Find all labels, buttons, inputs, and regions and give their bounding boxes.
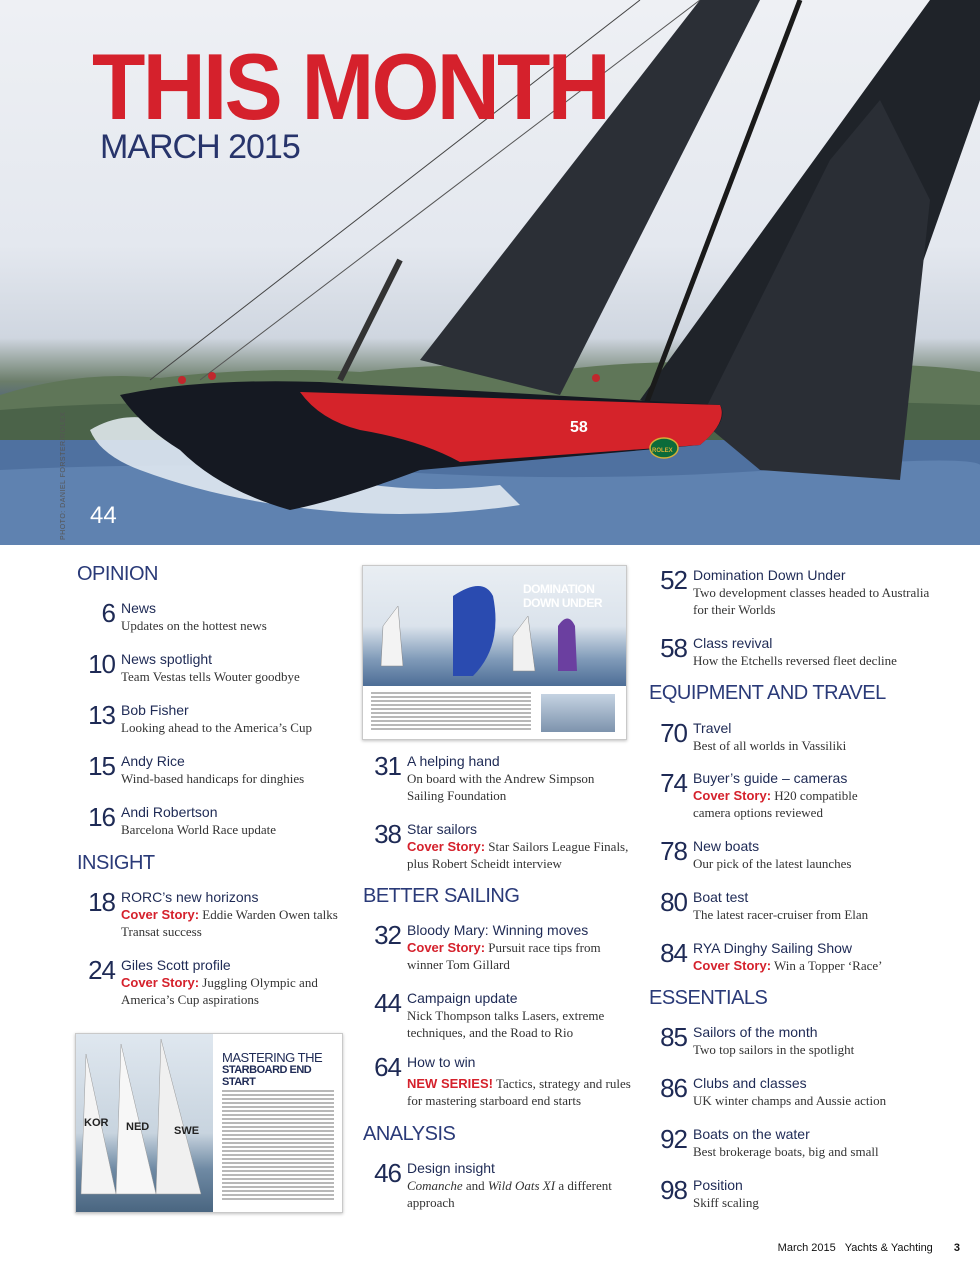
- hero-page-ref[interactable]: 44: [90, 502, 117, 529]
- toc-entry[interactable]: [88, 887, 341, 940]
- toc-entry[interactable]: [660, 565, 933, 618]
- entry-title: Sailors of the month: [693, 1024, 818, 1040]
- entry-title: Domination Down Under: [693, 567, 846, 583]
- cover-story-label: Cover Story:: [121, 975, 200, 990]
- entry-page: 70: [660, 718, 687, 748]
- toc-entry[interactable]: [660, 1022, 933, 1058]
- entry-desc: Star Sailors League Finals, plus Robert Scheidt interview: [407, 839, 629, 871]
- entry-page: 18: [88, 887, 115, 917]
- entry-desc: How the Etchells reversed fleet decline: [693, 653, 897, 668]
- sail-code-3: SWE: [174, 1125, 200, 1137]
- entry-desc: Skiff scaling: [693, 1195, 759, 1210]
- entry-desc-part: a different approach: [407, 1178, 612, 1210]
- entry-desc: Updates on the hottest news: [121, 618, 267, 633]
- entry-desc: Wind-based handicaps for dinghies: [121, 771, 305, 786]
- toc-entry[interactable]: [660, 1073, 933, 1109]
- entry-desc: H20 compatible camera options reviewed: [693, 788, 858, 820]
- section-insight: INSIGHT: [77, 852, 155, 874]
- entry-page: 78: [660, 836, 687, 866]
- entry-page: 52: [660, 565, 687, 595]
- entry-page: 58: [660, 633, 687, 663]
- toc-entry[interactable]: [660, 768, 893, 821]
- thumbnail-mastering-spread[interactable]: [75, 1033, 343, 1213]
- footer-magazine: Yachts & Yachting: [844, 1242, 933, 1254]
- entry-title: How to win: [407, 1054, 476, 1070]
- toc-entry[interactable]: [660, 887, 933, 923]
- entry-desc: Tactics, strategy and rules for mastering starboard end starts: [407, 1076, 631, 1108]
- entry-title: Star sailors: [407, 821, 478, 837]
- entry-title: Andi Robertson: [121, 804, 218, 820]
- boat-name-1: Comanche: [407, 1178, 463, 1193]
- entry-desc: Eddie Warden Owen talks Transat success: [121, 907, 338, 939]
- cover-story-label: Cover Story:: [693, 788, 772, 803]
- sail-code-1: KOR: [84, 1117, 109, 1129]
- thumb-text-lines: [222, 1090, 334, 1202]
- entry-desc: Pursuit race tips from winner Tom Gillard: [407, 940, 601, 972]
- toc-entry[interactable]: [660, 718, 933, 754]
- entry-page: 31: [374, 751, 401, 781]
- entry-page: 98: [660, 1175, 687, 1205]
- entry-desc: Our pick of the latest launches: [693, 856, 852, 871]
- sail-code-2: NED: [126, 1121, 150, 1133]
- entry-title: Buyer’s guide – cameras: [693, 770, 848, 786]
- entry-page: 15: [88, 751, 115, 781]
- thumb-inset-photo: [541, 694, 615, 732]
- entry-page: 24: [88, 955, 115, 985]
- entry-desc: Win a Topper ‘Race’: [774, 958, 883, 973]
- entry-title: Travel: [693, 720, 732, 736]
- entry-title: Bob Fisher: [121, 702, 189, 718]
- toc-entry[interactable]: [660, 1175, 933, 1211]
- new-series-label: NEW SERIES!: [407, 1076, 493, 1091]
- section-better-sailing: BETTER SAILING: [363, 885, 520, 907]
- entry-page: 13: [88, 700, 115, 730]
- photo-credit: PHOTO: DANIEL FORSTER/ROLEX: [60, 411, 67, 540]
- entry-title: News: [121, 600, 157, 616]
- entry-title: News spotlight: [121, 651, 213, 667]
- entry-page: 85: [660, 1022, 687, 1052]
- entry-page: 44: [374, 988, 401, 1018]
- toc-entry[interactable]: [101, 598, 381, 634]
- toc-entry[interactable]: [374, 1158, 632, 1211]
- toc-entry[interactable]: [88, 751, 381, 787]
- thumb-headline-2: DOWN UNDER: [523, 596, 602, 610]
- entry-desc: Two top sailors in the spotlight: [693, 1042, 855, 1057]
- toc-entry[interactable]: [660, 1124, 933, 1160]
- entry-title: Class revival: [693, 635, 773, 651]
- entry-title: Clubs and classes: [693, 1075, 807, 1091]
- cover-story-label: Cover Story:: [693, 958, 772, 973]
- toc-entry[interactable]: [660, 938, 933, 974]
- entry-desc: Looking ahead to the America’s Cup: [121, 720, 312, 735]
- entry-desc: UK winter champs and Aussie action: [693, 1093, 887, 1108]
- toc-entry[interactable]: [374, 751, 632, 804]
- section-opinion: OPINION: [77, 563, 158, 585]
- entry-title: Giles Scott profile: [121, 957, 231, 973]
- boat-name-2: Wild Oats XI: [487, 1178, 556, 1193]
- section-essentials: ESSENTIALS: [649, 987, 768, 1009]
- sail-number: 58: [570, 419, 588, 436]
- toc-entry[interactable]: [660, 836, 933, 872]
- toc-entry[interactable]: [88, 649, 381, 685]
- section-equipment-travel: EQUIPMENT AND TRAVEL: [649, 682, 886, 704]
- entry-title: New boats: [693, 838, 760, 854]
- page-title: THIS MONTH: [92, 34, 609, 139]
- toc-entry[interactable]: [374, 819, 632, 872]
- thumb-headline-1: MASTERING THE: [222, 1050, 323, 1065]
- entry-title: A helping hand: [407, 753, 500, 769]
- hero-photo: [0, 0, 980, 545]
- sponsor-badge: ROLEX: [652, 448, 673, 454]
- entry-title: Andy Rice: [121, 753, 185, 769]
- entry-title: Boat test: [693, 889, 749, 905]
- entry-page: 80: [660, 887, 687, 917]
- cover-story-label: Cover Story:: [121, 907, 200, 922]
- section-analysis: ANALYSIS: [363, 1123, 456, 1145]
- toc-entry[interactable]: [374, 1052, 632, 1109]
- entry-page: 64: [374, 1052, 401, 1082]
- entry-page: 84: [660, 938, 687, 968]
- entry-page: 16: [88, 802, 115, 832]
- entry-page: 6: [101, 598, 115, 628]
- toc-entry[interactable]: [88, 955, 341, 1008]
- entry-desc-part: and: [462, 1178, 488, 1193]
- entry-title: RORC’s new horizons: [121, 889, 259, 905]
- entry-desc: Barcelona World Race update: [121, 822, 277, 837]
- entry-title: Position: [693, 1177, 743, 1193]
- entry-page: 32: [374, 920, 401, 950]
- page-footer: [778, 1242, 960, 1254]
- entry-desc: Team Vestas tells Wouter goodbye: [121, 669, 300, 684]
- footer-page-number: 3: [953, 1242, 960, 1254]
- entry-desc: Nick Thompson talks Lasers, extreme techniques, and the Road to Rio: [407, 1008, 605, 1040]
- entry-desc: On board with the Andrew Simpson Sailing Foundation: [407, 771, 595, 803]
- thumb-text-lines: [371, 692, 531, 732]
- thumb-headline-1: DOMINATION: [523, 582, 595, 596]
- entry-title: Boats on the water: [693, 1126, 810, 1142]
- footer-date: March 2015: [777, 1242, 836, 1254]
- entry-page: 92: [660, 1124, 687, 1154]
- entry-desc: The latest racer-cruiser from Elan: [693, 907, 869, 922]
- thumbnail-domination-spread[interactable]: [362, 565, 627, 740]
- entry-title: RYA Dinghy Sailing Show: [693, 940, 853, 956]
- entry-desc: Best brokerage boats, big and small: [693, 1144, 879, 1159]
- entry-desc: Best of all worlds in Vassiliki: [693, 738, 847, 753]
- cover-story-label: Cover Story:: [407, 940, 486, 955]
- entry-page: 46: [374, 1158, 401, 1188]
- cover-story-label: Cover Story:: [407, 839, 486, 854]
- entry-page: 74: [660, 768, 687, 798]
- entry-desc: Two development classes headed to Australia for their Worlds: [693, 585, 930, 617]
- dinghy-photo: [76, 1034, 213, 1213]
- entry-title: Campaign update: [407, 990, 518, 1006]
- toc-entry[interactable]: [374, 988, 632, 1041]
- entry-page: 38: [374, 819, 401, 849]
- thumb-headline-2: STARBOARD END START: [222, 1064, 312, 1088]
- toc-entry[interactable]: [88, 802, 381, 838]
- entry-desc: Juggling Olympic and America’s Cup aspirations: [121, 975, 318, 1007]
- toc-entry[interactable]: [660, 633, 933, 669]
- toc-entry[interactable]: [374, 920, 632, 973]
- entry-title: Bloody Mary: Winning moves: [407, 922, 589, 938]
- entry-page: 10: [88, 649, 115, 679]
- toc-entry[interactable]: [88, 700, 381, 736]
- entry-title: Design insight: [407, 1160, 495, 1176]
- entry-page: 86: [660, 1073, 687, 1103]
- page-subtitle: MARCH 2015: [100, 128, 300, 166]
